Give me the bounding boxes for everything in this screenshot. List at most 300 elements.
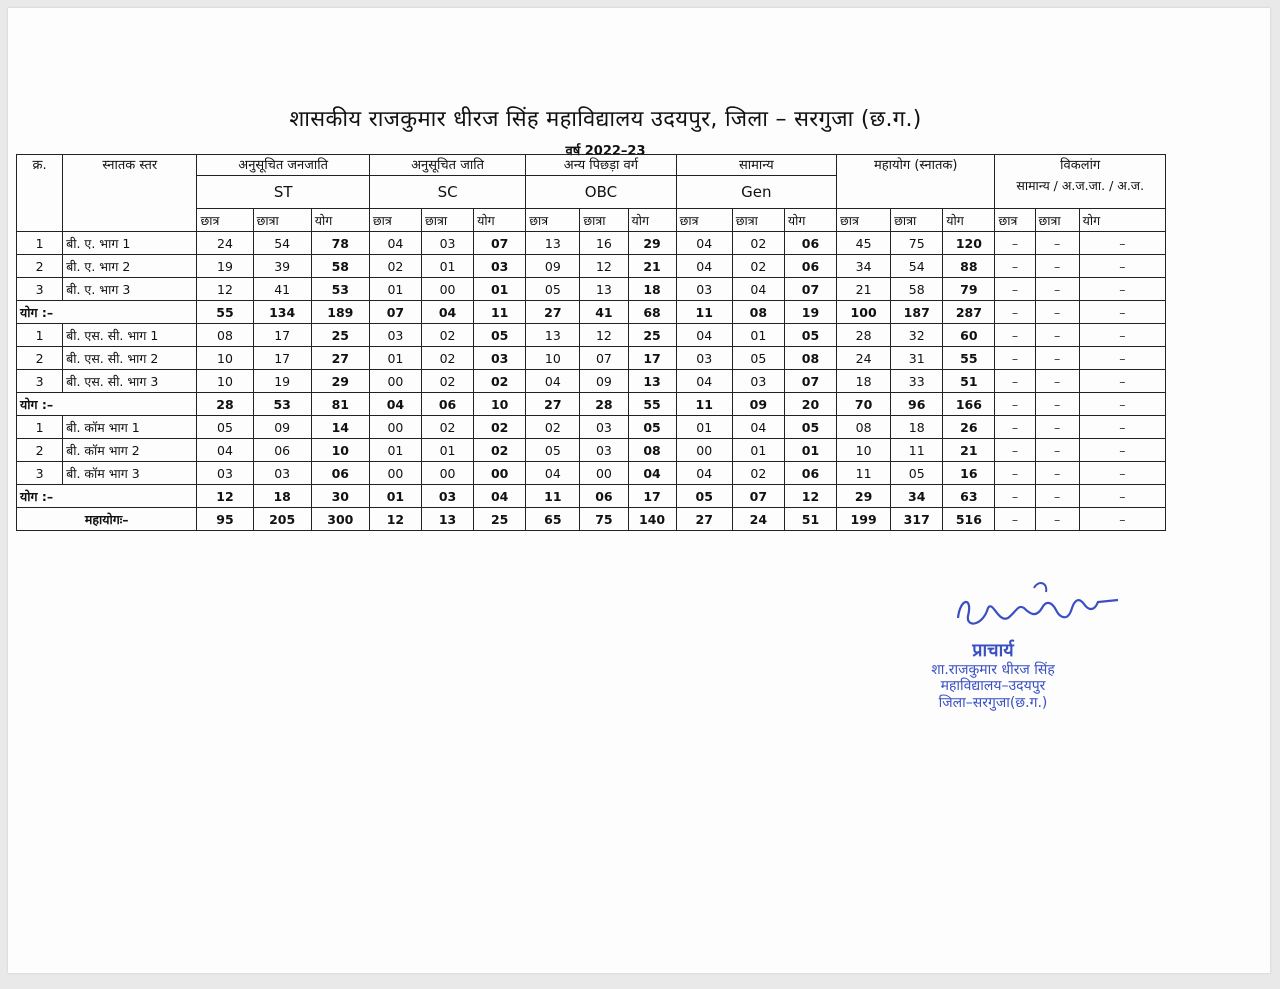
cell-value: 10 [474, 393, 526, 416]
vikalang-cell: – [995, 255, 1035, 278]
cell-value: 08 [784, 347, 836, 370]
row-label: बी. कॉम भाग 3 [63, 462, 197, 485]
cell-value: 516 [943, 508, 995, 531]
table-row [17, 439, 1166, 462]
cell-value: 01 [422, 439, 474, 462]
cell-value: 25 [311, 324, 369, 347]
table-row [17, 324, 1166, 347]
row-sno: 3 [17, 278, 63, 301]
cell-value: 55 [943, 347, 995, 370]
cell-value: 19 [784, 301, 836, 324]
cell-value: 05 [526, 439, 580, 462]
row-label: बी. ए. भाग 1 [63, 232, 197, 255]
cell-value: 12 [197, 485, 253, 508]
cell-value: 54 [253, 232, 311, 255]
vikalang-cell: – [1035, 416, 1079, 439]
cell-value: 04 [369, 232, 421, 255]
cell-value: 01 [474, 278, 526, 301]
cell-value: 00 [422, 462, 474, 485]
cell-value: 11 [526, 485, 580, 508]
cell-value: 17 [253, 324, 311, 347]
cell-value: 205 [253, 508, 311, 531]
level-header: स्नातक स्तर [63, 155, 197, 232]
cell-value: 03 [369, 324, 421, 347]
cell-value: 06 [253, 439, 311, 462]
cell-value: 06 [784, 462, 836, 485]
cell-value: 70 [837, 393, 891, 416]
cell-value: 01 [676, 416, 732, 439]
vikalang-cell: – [1079, 301, 1165, 324]
cell-value: 02 [422, 370, 474, 393]
cell-value: 17 [628, 347, 676, 370]
vikalang-cell: – [1035, 278, 1079, 301]
cell-value: 120 [943, 232, 995, 255]
cell-value: 07 [580, 347, 628, 370]
cell-value: 05 [784, 324, 836, 347]
row-sno: 3 [17, 370, 63, 393]
cell-value: 03 [474, 347, 526, 370]
cell-value: 287 [943, 301, 995, 324]
cell-value: 01 [732, 439, 784, 462]
cell-value: 95 [197, 508, 253, 531]
subtotal-label: योग :– [17, 393, 197, 416]
stamp-line-3: जिला–सरगुजा(छ.ग.) [938, 695, 1048, 712]
cell-value: 04 [732, 416, 784, 439]
cell-value: 00 [369, 416, 421, 439]
cell-value: 05 [197, 416, 253, 439]
cell-value: 18 [253, 485, 311, 508]
cell-value: 12 [197, 278, 253, 301]
cell-value: 24 [732, 508, 784, 531]
vikalang-cell: – [1079, 393, 1165, 416]
cell-value: 65 [526, 508, 580, 531]
subheader-total: योग [474, 209, 526, 232]
cell-value: 03 [422, 232, 474, 255]
signature-scribble [938, 578, 1138, 638]
row-sno: 2 [17, 439, 63, 462]
cell-value: 08 [628, 439, 676, 462]
cell-value: 02 [732, 255, 784, 278]
cell-value: 63 [943, 485, 995, 508]
vikalang-cell: – [995, 393, 1035, 416]
cell-value: 58 [311, 255, 369, 278]
cell-value: 04 [676, 324, 732, 347]
cell-value: 01 [422, 255, 474, 278]
cell-value: 166 [943, 393, 995, 416]
cell-value: 03 [676, 347, 732, 370]
vikalang-cell: – [1079, 347, 1165, 370]
cell-value: 29 [628, 232, 676, 255]
cell-value: 55 [628, 393, 676, 416]
cell-value: 187 [891, 301, 943, 324]
cell-value: 41 [253, 278, 311, 301]
cell-value: 18 [891, 416, 943, 439]
obc-header-hindi: अन्य पिछड़ा वर्ग [526, 155, 676, 176]
row-label: बी. कॉम भाग 1 [63, 416, 197, 439]
cell-value: 00 [580, 462, 628, 485]
cell-value: 04 [526, 370, 580, 393]
cell-value: 34 [837, 255, 891, 278]
vikalang-cell: – [995, 324, 1035, 347]
row-label: बी. एस. सी. भाग 2 [63, 347, 197, 370]
cell-value: 28 [197, 393, 253, 416]
cell-value: 04 [197, 439, 253, 462]
cell-value: 06 [311, 462, 369, 485]
vikalang-cell: – [995, 508, 1035, 531]
cell-value: 07 [732, 485, 784, 508]
vikalang-cell: – [995, 416, 1035, 439]
cell-value: 41 [580, 301, 628, 324]
cell-value: 07 [784, 278, 836, 301]
cell-value: 51 [943, 370, 995, 393]
row-label: बी. ए. भाग 3 [63, 278, 197, 301]
cell-value: 55 [197, 301, 253, 324]
cell-value: 04 [628, 462, 676, 485]
cell-value: 17 [628, 485, 676, 508]
row-sno: 3 [17, 462, 63, 485]
grand-total-label: महायोगः– [17, 508, 197, 531]
vikalang-cell: – [1079, 370, 1165, 393]
cell-value: 16 [580, 232, 628, 255]
vikalang-subtitle: सामान्य / अ.ज.जा. / अ.ज. [1016, 178, 1145, 193]
cell-value: 28 [837, 324, 891, 347]
gen-code: Gen [676, 176, 836, 209]
cell-value: 13 [526, 232, 580, 255]
cell-value: 02 [422, 347, 474, 370]
vikalang-cell: – [1079, 255, 1165, 278]
cell-value: 25 [474, 508, 526, 531]
vikalang-cell: – [1079, 278, 1165, 301]
table-row [17, 278, 1166, 301]
cell-value: 05 [676, 485, 732, 508]
vikalang-cell: – [1079, 462, 1165, 485]
gen-header-hindi: सामान्य [676, 155, 836, 176]
cell-value: 88 [943, 255, 995, 278]
cell-value: 03 [253, 462, 311, 485]
cell-value: 58 [891, 278, 943, 301]
subheader-total: योग [628, 209, 676, 232]
cell-value: 05 [526, 278, 580, 301]
subtotal-label: योग :– [17, 485, 197, 508]
cell-value: 17 [253, 347, 311, 370]
cell-value: 05 [784, 416, 836, 439]
cell-value: 00 [676, 439, 732, 462]
cell-value: 08 [197, 324, 253, 347]
cell-value: 10 [837, 439, 891, 462]
subheader-boys: छात्र [995, 209, 1035, 232]
vikalang-cell: – [995, 347, 1035, 370]
subheader-boys: छात्र [369, 209, 421, 232]
cell-value: 21 [837, 278, 891, 301]
cell-value: 04 [526, 462, 580, 485]
vikalang-cell: – [1035, 393, 1079, 416]
subtotal-row [17, 301, 1166, 324]
cell-value: 07 [474, 232, 526, 255]
cell-value: 13 [422, 508, 474, 531]
cell-value: 68 [628, 301, 676, 324]
row-label: बी. एस. सी. भाग 3 [63, 370, 197, 393]
cell-value: 18 [628, 278, 676, 301]
cell-value: 10 [197, 370, 253, 393]
table-row [17, 416, 1166, 439]
cell-value: 12 [580, 324, 628, 347]
cell-value: 34 [891, 485, 943, 508]
cell-value: 04 [422, 301, 474, 324]
stamp-line-2: महाविद्यालय–उदयपुर [940, 678, 1046, 695]
subtotal-row [17, 485, 1166, 508]
cell-value: 12 [369, 508, 421, 531]
cell-value: 31 [891, 347, 943, 370]
cell-value: 100 [837, 301, 891, 324]
vikalang-title: विकलांग [1060, 158, 1101, 173]
cell-value: 05 [732, 347, 784, 370]
cell-value: 54 [891, 255, 943, 278]
subheader-total: योग [943, 209, 995, 232]
subheader-boys: छात्र [197, 209, 253, 232]
cell-value: 79 [943, 278, 995, 301]
cell-value: 01 [369, 278, 421, 301]
vikalang-cell: – [995, 301, 1035, 324]
cell-value: 04 [676, 462, 732, 485]
row-sno: 1 [17, 324, 63, 347]
vikalang-cell: – [1079, 232, 1165, 255]
cell-value: 28 [580, 393, 628, 416]
cell-value: 19 [253, 370, 311, 393]
page-title: शासकीय राजकुमार धीरज सिंह महाविद्यालय उदयपुर, जिला – सरगुजा (छ.ग.) [289, 107, 922, 132]
cell-value: 02 [474, 416, 526, 439]
cell-value: 09 [253, 416, 311, 439]
cell-value: 09 [526, 255, 580, 278]
subheader-total: योग [784, 209, 836, 232]
st-code: ST [197, 176, 369, 209]
cell-value: 12 [784, 485, 836, 508]
cell-value: 11 [837, 462, 891, 485]
cell-value: 24 [837, 347, 891, 370]
grand-total-row [17, 508, 1166, 531]
vikalang-cell: – [1035, 462, 1079, 485]
vikalang-cell: – [1035, 255, 1079, 278]
cell-value: 13 [526, 324, 580, 347]
cell-value: 02 [474, 439, 526, 462]
cell-value: 02 [422, 416, 474, 439]
cell-value: 30 [311, 485, 369, 508]
cell-value: 03 [580, 416, 628, 439]
cell-value: 02 [732, 462, 784, 485]
table-row [17, 370, 1166, 393]
cell-value: 60 [943, 324, 995, 347]
cell-value: 05 [891, 462, 943, 485]
cell-value: 20 [784, 393, 836, 416]
cell-value: 08 [837, 416, 891, 439]
cell-value: 01 [369, 485, 421, 508]
row-sno: 2 [17, 347, 63, 370]
vikalang-cell: – [1035, 324, 1079, 347]
cell-value: 75 [580, 508, 628, 531]
cell-value: 06 [580, 485, 628, 508]
cell-value: 27 [526, 393, 580, 416]
cell-value: 21 [943, 439, 995, 462]
enrollment-table [16, 154, 1166, 531]
subheader-total: योग [311, 209, 369, 232]
cell-value: 26 [943, 416, 995, 439]
cell-value: 78 [311, 232, 369, 255]
vikalang-cell: – [1035, 232, 1079, 255]
row-label: बी. एस. सी. भाग 1 [63, 324, 197, 347]
obc-code: OBC [526, 176, 676, 209]
cell-value: 04 [369, 393, 421, 416]
cell-value: 00 [369, 370, 421, 393]
vikalang-header [995, 155, 1166, 209]
row-sno: 2 [17, 255, 63, 278]
cell-value: 01 [369, 347, 421, 370]
cell-value: 02 [732, 232, 784, 255]
cell-value: 03 [580, 439, 628, 462]
cell-value: 75 [891, 232, 943, 255]
subheader-boys: छात्र [837, 209, 891, 232]
st-header-hindi: अनुसूचित जनजाति [197, 155, 369, 176]
cell-value: 317 [891, 508, 943, 531]
cell-value: 04 [732, 278, 784, 301]
cell-value: 00 [369, 462, 421, 485]
vikalang-cell: – [1035, 370, 1079, 393]
row-sno: 1 [17, 232, 63, 255]
cell-value: 04 [474, 485, 526, 508]
vikalang-cell: – [1079, 416, 1165, 439]
cell-value: 04 [676, 255, 732, 278]
designation: प्राचार्य [972, 640, 1014, 661]
cell-value: 21 [628, 255, 676, 278]
year-label: वर्ष 2022–23 [565, 144, 646, 159]
cell-value: 27 [311, 347, 369, 370]
subheader-girls: छात्रा [732, 209, 784, 232]
vikalang-cell: – [995, 232, 1035, 255]
vikalang-cell: – [1035, 301, 1079, 324]
cell-value: 27 [676, 508, 732, 531]
cell-value: 134 [253, 301, 311, 324]
vikalang-cell: – [1035, 347, 1079, 370]
cell-value: 45 [837, 232, 891, 255]
cell-value: 18 [837, 370, 891, 393]
cell-value: 81 [311, 393, 369, 416]
cell-value: 00 [422, 278, 474, 301]
document-page [8, 8, 1270, 973]
table-row [17, 255, 1166, 278]
cell-value: 53 [311, 278, 369, 301]
row-sno: 1 [17, 416, 63, 439]
cell-value: 01 [732, 324, 784, 347]
cell-value: 08 [732, 301, 784, 324]
sno-header: क्र. [17, 155, 63, 232]
cell-value: 05 [474, 324, 526, 347]
vikalang-cell: – [1079, 508, 1165, 531]
principal-stamp [898, 640, 1088, 712]
cell-value: 03 [422, 485, 474, 508]
vikalang-cell: – [995, 278, 1035, 301]
grand-total-header: महायोग (स्नातक) [837, 155, 995, 209]
stamp-line-1: शा.राजकुमार धीरज सिंह [931, 661, 1055, 678]
vikalang-cell: – [995, 370, 1035, 393]
cell-value: 02 [474, 370, 526, 393]
cell-value: 25 [628, 324, 676, 347]
row-label: बी. कॉम भाग 2 [63, 439, 197, 462]
vikalang-cell: – [1079, 439, 1165, 462]
cell-value: 10 [197, 347, 253, 370]
cell-value: 140 [628, 508, 676, 531]
sc-header-hindi: अनुसूचित जाति [369, 155, 525, 176]
cell-value: 03 [732, 370, 784, 393]
cell-value: 04 [676, 232, 732, 255]
cell-value: 29 [311, 370, 369, 393]
cell-value: 39 [253, 255, 311, 278]
subtotal-label: योग :– [17, 301, 197, 324]
cell-value: 11 [676, 393, 732, 416]
vikalang-cell: – [995, 462, 1035, 485]
subheader-girls: छात्रा [253, 209, 311, 232]
subtotal-row [17, 393, 1166, 416]
cell-value: 12 [580, 255, 628, 278]
cell-value: 14 [311, 416, 369, 439]
cell-value: 01 [369, 439, 421, 462]
vikalang-cell: – [1079, 324, 1165, 347]
cell-value: 199 [837, 508, 891, 531]
sc-code: SC [369, 176, 525, 209]
table-row [17, 232, 1166, 255]
cell-value: 29 [837, 485, 891, 508]
vikalang-cell: – [1035, 439, 1079, 462]
subheader-girls: छात्रा [891, 209, 943, 232]
cell-value: 02 [422, 324, 474, 347]
cell-value: 09 [580, 370, 628, 393]
cell-value: 00 [474, 462, 526, 485]
cell-value: 03 [474, 255, 526, 278]
row-label: बी. ए. भाग 2 [63, 255, 197, 278]
table-row [17, 347, 1166, 370]
cell-value: 07 [369, 301, 421, 324]
cell-value: 11 [676, 301, 732, 324]
subheader-girls: छात्रा [1035, 209, 1079, 232]
cell-value: 53 [253, 393, 311, 416]
vikalang-cell: – [1035, 508, 1079, 531]
cell-value: 13 [628, 370, 676, 393]
cell-value: 07 [784, 370, 836, 393]
cell-value: 11 [891, 439, 943, 462]
subheader-total: योग [1079, 209, 1165, 232]
cell-value: 24 [197, 232, 253, 255]
cell-value: 04 [676, 370, 732, 393]
cell-value: 06 [784, 255, 836, 278]
vikalang-cell: – [995, 439, 1035, 462]
cell-value: 189 [311, 301, 369, 324]
vikalang-cell: – [1035, 485, 1079, 508]
table-row [17, 462, 1166, 485]
cell-value: 01 [784, 439, 836, 462]
cell-value: 06 [422, 393, 474, 416]
cell-value: 09 [732, 393, 784, 416]
cell-value: 05 [628, 416, 676, 439]
cell-value: 19 [197, 255, 253, 278]
cell-value: 51 [784, 508, 836, 531]
cell-value: 03 [676, 278, 732, 301]
subheader-girls: छात्रा [580, 209, 628, 232]
cell-value: 02 [526, 416, 580, 439]
cell-value: 11 [474, 301, 526, 324]
cell-value: 10 [311, 439, 369, 462]
cell-value: 32 [891, 324, 943, 347]
cell-value: 16 [943, 462, 995, 485]
vikalang-cell: – [1079, 485, 1165, 508]
cell-value: 27 [526, 301, 580, 324]
cell-value: 96 [891, 393, 943, 416]
